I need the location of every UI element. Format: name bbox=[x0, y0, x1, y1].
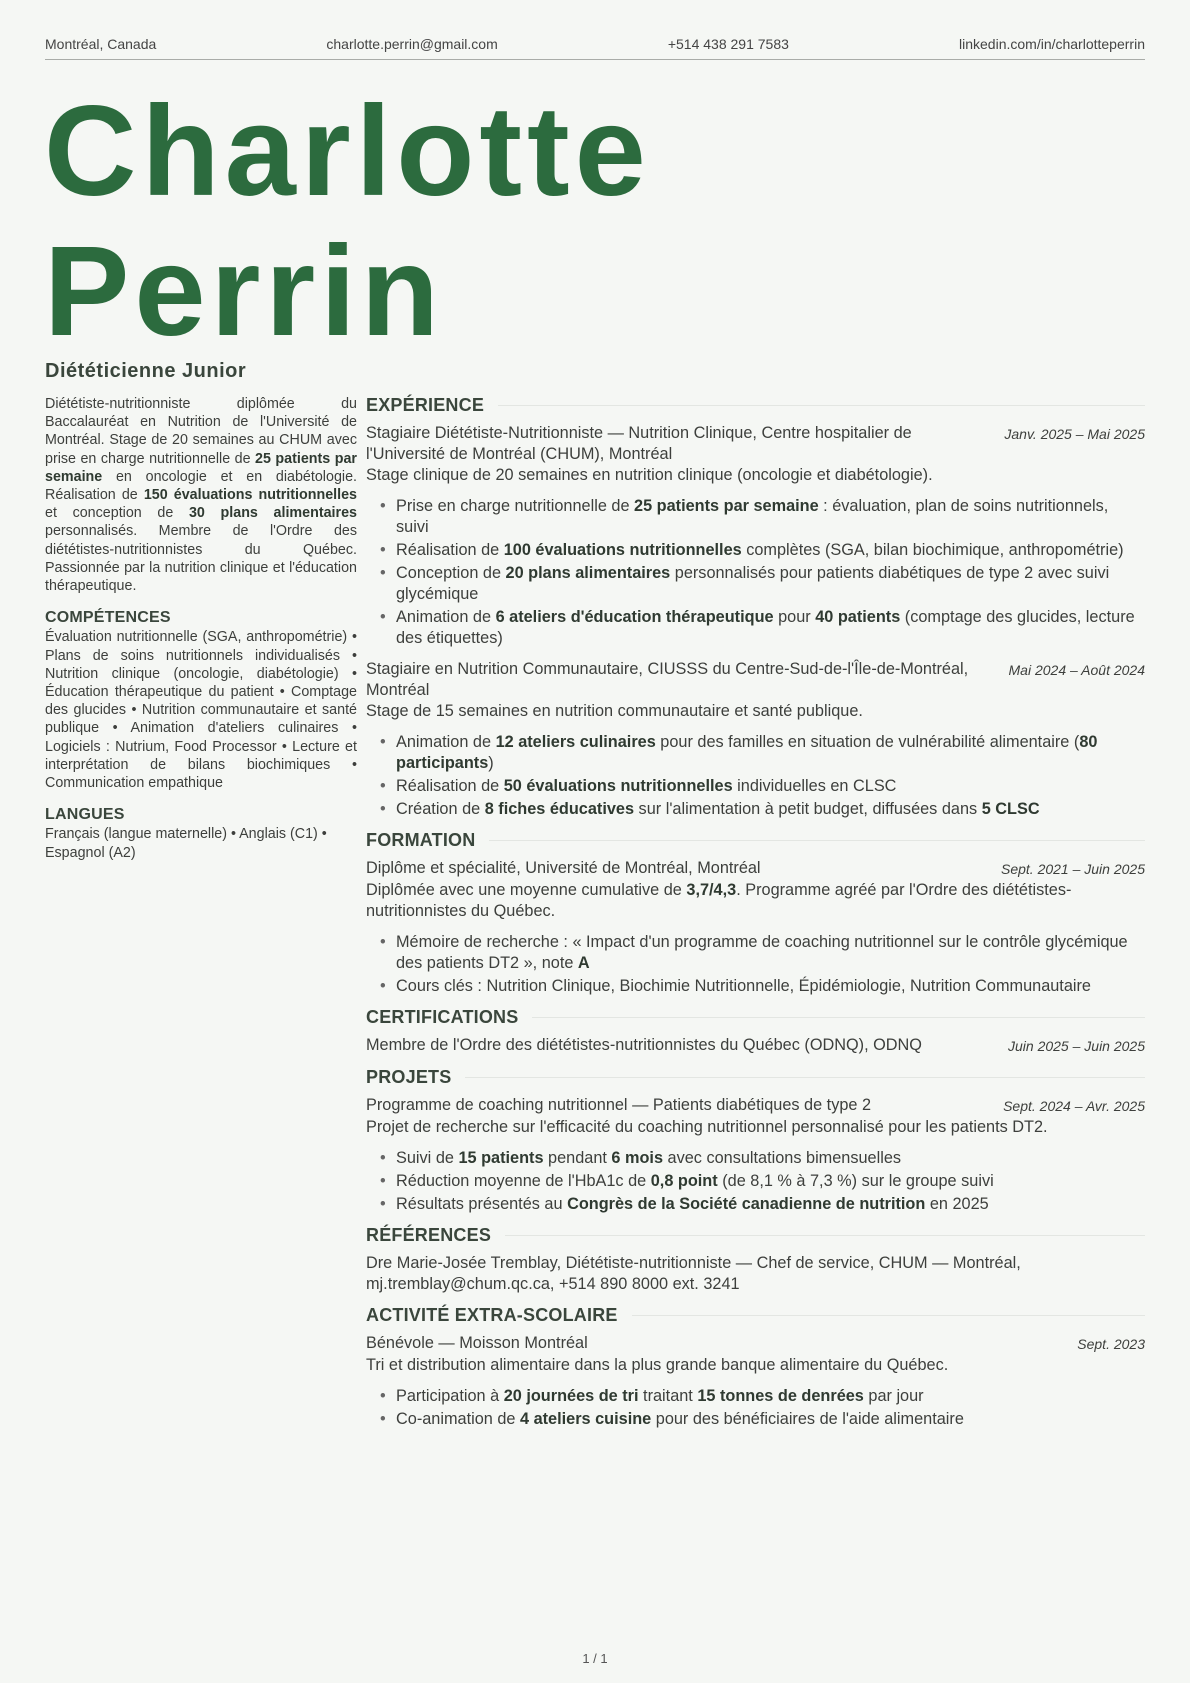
bullet-item: • Animation de 12 ateliers culinaires pour des familles en situation de vulnérabilité alimentaire (80 participants) bbox=[396, 732, 1145, 774]
entry-date: Sept. 2024 – Avr. 2025 bbox=[1003, 1098, 1145, 1114]
entry-header bbox=[366, 858, 1145, 880]
bullet-item: • Cours clés : Nutrition Clinique, Biochimie Nutritionnelle, Épidémiologie, Nutrition Communautaire bbox=[396, 976, 1145, 997]
bullet-list bbox=[396, 496, 1145, 649]
entry-title: Stagiaire Diététiste-Nutritionniste — Nutrition Clinique, Centre hospitalier de l'Université de Montréal (CHUM), Montréal bbox=[366, 424, 912, 463]
bullet-list bbox=[396, 732, 1145, 820]
languages-text: Français (langue maternelle) • Anglais (C1) • Espagnol (A2) bbox=[45, 826, 327, 861]
bullet-item: • Prise en charge nutritionnelle de 25 patients par semaine : évaluation, plan de soins nutritionnels, suivi bbox=[396, 496, 1145, 538]
section-header bbox=[366, 395, 1145, 416]
contact-linkedin[interactable]: linkedin.com/in/charlotteperrin bbox=[959, 36, 1145, 52]
entry-date: Mai 2024 – Août 2024 bbox=[1008, 662, 1145, 678]
bullet-item: • Mémoire de recherche : « Impact d'un programme de coaching nutritionnel sur le contrôle glycémique des patients DT2 », note A bbox=[396, 932, 1145, 974]
bullet-item: • Résultats présentés au Congrès de la Société canadienne de nutrition en 2025 bbox=[396, 1194, 1145, 1215]
section-header bbox=[366, 1007, 1145, 1028]
entry-header bbox=[366, 1035, 1145, 1057]
skills-text: Évaluation nutritionnelle (SGA, anthropométrie) • Plans de soins nutritionnels individualisés • Nutrition clinique (oncologie, diabétologie) • Éducation thérapeutique du patient • Comptage des glucides • Nutrition communautaire et santé publique • Animation d'ateliers culinaires • Logiciels : Nutrium, Food Processor • Lecture et interprétation de bilans biochimiques • Communication empathique bbox=[45, 629, 357, 792]
entry-description: Diplômée avec une moyenne cumulative de 3,7/4,3. Programme agréé par l'Ordre des diététistes-nutritionnistes du Québec. bbox=[366, 881, 1072, 920]
section-divider bbox=[532, 1017, 1145, 1019]
bold-highlight: 100 évaluations nutritionnelles bbox=[503, 541, 742, 559]
job-title: Diététicienne Junior bbox=[45, 360, 247, 382]
contact-phone[interactable]: +514 438 291 7583 bbox=[667, 36, 789, 52]
section-heading: CERTIFICATIONS bbox=[366, 1007, 519, 1027]
name-first: Charlotte bbox=[44, 80, 651, 223]
section-divider bbox=[498, 405, 1145, 407]
bold-highlight: 20 plans alimentaires bbox=[505, 564, 671, 582]
entry-description: Stage clinique de 20 semaines en nutrition clinique (oncologie et diabétologie). bbox=[366, 466, 933, 484]
bullet-item: • Participation à 20 journées de tri traitant 15 tonnes de denrées par jour bbox=[396, 1386, 1145, 1407]
entry-description: Projet de recherche sur l'efficacité du coaching nutritionnel personnalisé pour les patients DT2. bbox=[366, 1118, 1048, 1136]
entry-header bbox=[366, 423, 1145, 465]
section-divider bbox=[505, 1235, 1145, 1237]
entry-description: Tri et distribution alimentaire dans la plus grande banque alimentaire du Québec. bbox=[366, 1356, 949, 1374]
bullet-item: • Réalisation de 50 évaluations nutritionnelles individuelles en CLSC bbox=[396, 776, 1145, 797]
entry-title: Diplôme et spécialité, Université de Montréal, Montréal bbox=[366, 859, 761, 877]
bold-highlight: 6 mois bbox=[611, 1149, 664, 1167]
section-divider bbox=[465, 1077, 1145, 1079]
bold-highlight: 20 journées de tri bbox=[503, 1387, 639, 1405]
entry-header bbox=[366, 1253, 1145, 1295]
bold-highlight: 6 ateliers d'éducation thérapeutique bbox=[495, 608, 774, 626]
main-content bbox=[366, 395, 1145, 1440]
page-number: 1 / 1 bbox=[582, 1651, 608, 1666]
entry-date: Janv. 2025 – Mai 2025 bbox=[1004, 426, 1145, 442]
bullet-item: • Conception de 20 plans alimentaires personnalisés pour patients diabétiques de type 2 avec suivi glycémique bbox=[396, 563, 1145, 605]
entry-title: Membre de l'Ordre des diététistes-nutritionnistes du Québec (ODNQ), ODNQ bbox=[366, 1036, 922, 1054]
entry-title: Stagiaire en Nutrition Communautaire, CIUSSS du Centre-Sud-de-l'Île-de-Montréal, Montréal bbox=[366, 660, 969, 699]
section-header bbox=[366, 830, 1145, 851]
bold-highlight: Congrès de la Société canadienne de nutrition bbox=[567, 1195, 926, 1213]
bold-highlight: 4 ateliers cuisine bbox=[520, 1410, 652, 1428]
sidebar bbox=[45, 395, 357, 862]
bold-highlight: 80 participants bbox=[396, 733, 1098, 772]
bullet-item: • Création de 8 fiches éducatives sur l'alimentation à petit budget, diffusées dans 5 CLSC bbox=[396, 799, 1145, 820]
bold-highlight: 12 ateliers culinaires bbox=[495, 733, 656, 751]
bold-highlight: 3,7/4,3 bbox=[686, 881, 737, 899]
entry-header bbox=[366, 1333, 1145, 1355]
contact-email[interactable]: charlotte.perrin@gmail.com bbox=[326, 36, 498, 52]
section-heading: EXPÉRIENCE bbox=[366, 395, 485, 415]
bullet-list bbox=[396, 1386, 1145, 1430]
bullet-list bbox=[396, 1148, 1145, 1215]
bold-highlight: 0,8 point bbox=[650, 1172, 718, 1190]
bold-highlight: 15 patients bbox=[458, 1149, 544, 1167]
bullet-item: • Suivi de 15 patients pendant 6 mois avec consultations bimensuelles bbox=[396, 1148, 1145, 1169]
bullet-item: • Animation de 6 ateliers d'éducation thérapeutique pour 40 patients (comptage des glucides, lecture des étiquettes) bbox=[396, 607, 1145, 649]
bold-highlight: 15 tonnes de denrées bbox=[697, 1387, 864, 1405]
bold-highlight: 25 patients par semaine bbox=[45, 450, 357, 485]
entry-date: Sept. 2021 – Juin 2025 bbox=[1000, 861, 1145, 877]
name-last: Perrin bbox=[44, 220, 444, 363]
bold-highlight: 30 plans alimentaires bbox=[188, 505, 357, 522]
bullet-item: • Co-animation de 4 ateliers cuisine pour des bénéficiaires de l'aide alimentaire bbox=[396, 1409, 1145, 1430]
bold-highlight: 25 patients par semaine bbox=[634, 497, 819, 515]
bold-highlight: 40 patients bbox=[815, 608, 901, 626]
section-heading: RÉFÉRENCES bbox=[366, 1225, 492, 1245]
entry-header bbox=[366, 659, 1145, 701]
bold-highlight: 50 évaluations nutritionnelles bbox=[503, 777, 733, 795]
entry-description: Stage de 15 semaines en nutrition communautaire et santé publique. bbox=[366, 702, 863, 720]
section-heading: ACTIVITÉ EXTRA-SCOLAIRE bbox=[366, 1305, 618, 1325]
bullet-item: • Réduction moyenne de l'HbA1c de 0,8 point (de 8,1 % à 7,3 %) sur le groupe suivi bbox=[396, 1171, 1145, 1192]
section-heading: PROJETS bbox=[366, 1067, 452, 1087]
skills-heading: COMPÉTENCES bbox=[45, 609, 171, 627]
section-header bbox=[366, 1067, 1145, 1088]
entry-date: Sept. 2023 bbox=[1077, 1336, 1145, 1352]
section-header bbox=[366, 1225, 1145, 1246]
bold-highlight: 150 évaluations nutritionnelles bbox=[143, 487, 357, 504]
summary: Diététiste-nutritionniste diplômée du Baccalauréat en Nutrition de l'Université de Montréal. Stage de 20 semaines au CHUM avec prise en charge nutritionnelle de 25 patients par semaine en oncologie et en diabétologie. Réalisation de 150 évaluations nutritionnelles et conception de 30 plans alimentaires personnalisés. Membre de l'Ordre des diététistes-nutritionnistes du Québec. Passionnée par la nutrition clinique et l'éducation thérapeutique. bbox=[45, 396, 357, 595]
entry-date: Juin 2025 – Juin 2025 bbox=[1008, 1038, 1145, 1054]
section-heading: FORMATION bbox=[366, 830, 476, 850]
contact-bar bbox=[45, 36, 1145, 60]
bold-highlight: A bbox=[577, 954, 590, 972]
section-header bbox=[366, 1305, 1145, 1326]
bullet-list bbox=[396, 932, 1145, 997]
entry-title: Dre Marie-Josée Tremblay, Diététiste-nutritionniste — Chef de service, CHUM — Montréal, mj.tremblay@chum.qc.ca, +514 890 8000 ext. 3241 bbox=[366, 1254, 1021, 1293]
contact-location: Montréal, Canada bbox=[45, 36, 157, 52]
bullet-item: • Réalisation de 100 évaluations nutritionnelles complètes (SGA, bilan biochimique, anthropométrie) bbox=[396, 540, 1145, 561]
bold-highlight: 5 CLSC bbox=[981, 800, 1040, 818]
section-divider bbox=[489, 840, 1145, 842]
section-divider bbox=[632, 1315, 1145, 1317]
languages-heading: LANGUES bbox=[45, 806, 125, 824]
entry-title: Programme de coaching nutritionnel — Patients diabétiques de type 2 bbox=[366, 1096, 872, 1114]
entry-title: Bénévole — Moisson Montréal bbox=[366, 1334, 588, 1352]
bold-highlight: 8 fiches éducatives bbox=[484, 800, 635, 818]
entry-header bbox=[366, 1095, 1145, 1117]
